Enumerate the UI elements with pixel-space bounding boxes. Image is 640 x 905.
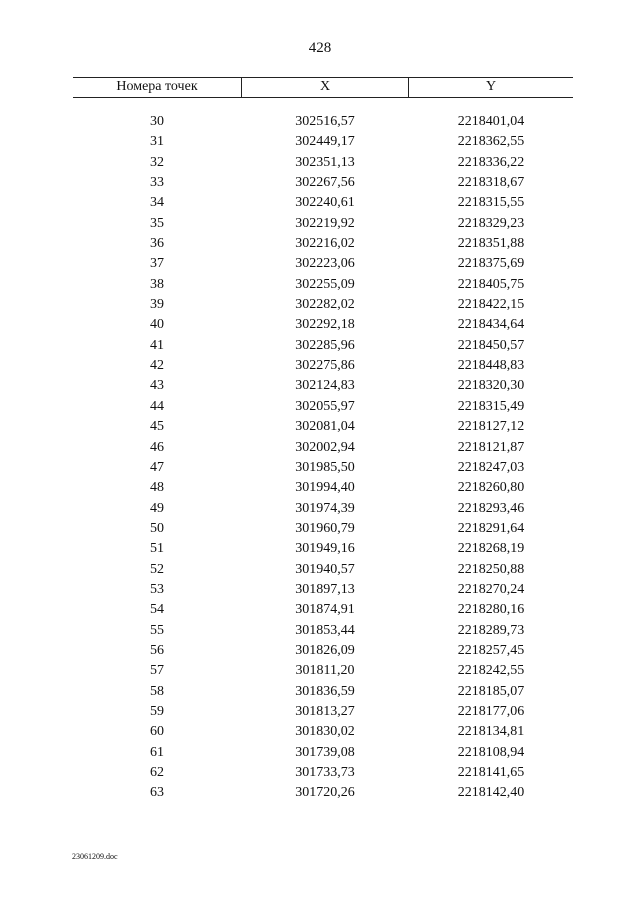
- x-coordinate-cell: 302351,13: [295, 154, 355, 170]
- table-row: [73, 661, 573, 681]
- table-row: [73, 132, 573, 152]
- table-row: [73, 112, 573, 132]
- table-row: [73, 458, 573, 478]
- point-number-cell: 43: [150, 378, 164, 394]
- point-number-cell: 31: [150, 134, 164, 150]
- x-coordinate-cell: 301811,20: [295, 663, 355, 679]
- y-coordinate-cell: 2218315,55: [457, 195, 525, 211]
- table-row: [73, 173, 573, 193]
- point-number-cell: 37: [150, 256, 164, 272]
- point-number-cell: 63: [150, 785, 164, 801]
- table-row: [73, 417, 573, 437]
- y-coordinate-cell: 2218242,55: [457, 663, 525, 679]
- table-row: [73, 397, 573, 417]
- y-coordinate-cell: 2218362,55: [457, 134, 525, 150]
- point-number-cell: 39: [150, 297, 164, 313]
- y-coordinate-cell: 2218141,65: [457, 765, 525, 780]
- y-coordinate-cell: 2218108,94: [457, 744, 525, 760]
- table-row: [73, 560, 573, 580]
- table-row: [73, 193, 573, 213]
- y-coordinate-cell: 2218329,23: [457, 215, 525, 231]
- x-coordinate-cell: 301720,26: [295, 785, 355, 801]
- y-coordinate-cell: 2218134,81: [457, 724, 525, 740]
- y-coordinate-cell: 2218422,15: [457, 297, 525, 313]
- x-coordinate-cell: 302516,57: [295, 114, 355, 129]
- table-row: [73, 763, 573, 783]
- table-row: [73, 254, 573, 274]
- x-coordinate-cell: 302292,18: [295, 317, 355, 333]
- point-number-cell: 30: [150, 114, 164, 129]
- x-coordinate-cell: 301960,79: [295, 520, 355, 536]
- point-number-cell: 60: [150, 724, 164, 740]
- y-coordinate-cell: 2218401,04: [457, 114, 525, 129]
- point-number-cell: 44: [150, 398, 164, 414]
- x-coordinate-cell: 302223,06: [295, 256, 355, 272]
- point-number-cell: 54: [150, 602, 164, 618]
- point-number-cell: 51: [150, 541, 164, 557]
- x-coordinate-cell: 302240,61: [295, 195, 355, 211]
- table-row: [73, 315, 573, 335]
- x-coordinate-cell: 302124,83: [295, 378, 355, 394]
- y-coordinate-cell: 2218185,07: [457, 683, 525, 699]
- y-coordinate-cell: 2218250,88: [457, 561, 525, 577]
- x-coordinate-cell: 302449,17: [295, 134, 355, 150]
- x-coordinate-cell: 301974,39: [295, 500, 355, 516]
- y-coordinate-cell: 2218351,88: [457, 236, 525, 252]
- x-coordinate-cell: 301994,40: [295, 480, 355, 496]
- point-number-cell: 41: [150, 337, 164, 353]
- table-row: [73, 438, 573, 458]
- point-number-cell: 53: [150, 581, 164, 597]
- point-number-cell: 49: [150, 500, 164, 516]
- x-coordinate-cell: 301853,44: [295, 622, 355, 638]
- y-coordinate-cell: 2218434,64: [457, 317, 525, 333]
- y-coordinate-cell: 2218405,75: [457, 276, 525, 292]
- point-number-cell: 58: [150, 683, 164, 699]
- table-row: [73, 214, 573, 234]
- table-row: [73, 600, 573, 620]
- table-row: [73, 580, 573, 600]
- y-coordinate-cell: 2218375,69: [457, 256, 525, 272]
- x-coordinate-cell: 302267,56: [295, 175, 355, 191]
- x-coordinate-cell: 302282,02: [295, 297, 355, 313]
- table-row: [73, 376, 573, 396]
- x-coordinate-cell: 301940,57: [295, 561, 355, 577]
- table-row: [73, 783, 573, 803]
- point-number-cell: 33: [150, 175, 164, 191]
- table-row: [73, 153, 573, 173]
- x-coordinate-cell: 302055,97: [295, 398, 355, 414]
- point-number-cell: 45: [150, 419, 164, 435]
- table-header: [73, 77, 573, 98]
- x-coordinate-cell: 301949,16: [295, 541, 355, 557]
- x-coordinate-cell: 301897,13: [295, 581, 355, 597]
- column-header-point-number: Номера точек: [116, 79, 198, 94]
- table-row: [73, 621, 573, 641]
- y-coordinate-cell: 2218289,73: [457, 622, 525, 638]
- y-coordinate-cell: 2218270,24: [457, 581, 525, 597]
- point-number-cell: 61: [150, 744, 164, 760]
- table-row: [73, 722, 573, 742]
- x-coordinate-cell: 302002,94: [295, 439, 355, 455]
- y-coordinate-cell: 2218177,06: [457, 703, 525, 719]
- x-coordinate-cell: 301733,73: [295, 765, 355, 780]
- y-coordinate-cell: 2218318,67: [457, 175, 525, 191]
- y-coordinate-cell: 2218247,03: [457, 459, 525, 475]
- point-number-cell: 32: [150, 154, 164, 170]
- y-coordinate-cell: 2218315,49: [457, 398, 525, 414]
- table-row: [73, 478, 573, 498]
- y-coordinate-cell: 2218320,30: [457, 378, 525, 394]
- point-number-cell: 36: [150, 236, 164, 252]
- x-coordinate-cell: 301985,50: [295, 459, 355, 475]
- point-number-cell: 50: [150, 520, 164, 536]
- table-row: [73, 499, 573, 519]
- point-number-cell: 40: [150, 317, 164, 333]
- point-number-cell: 62: [150, 765, 164, 780]
- table-row: [73, 519, 573, 539]
- table-row: [73, 295, 573, 315]
- y-coordinate-cell: 2218260,80: [457, 480, 525, 496]
- point-number-cell: 48: [150, 480, 164, 496]
- y-coordinate-cell: 2218268,19: [457, 541, 525, 557]
- x-coordinate-cell: 302216,02: [295, 236, 355, 252]
- y-coordinate-cell: 2218121,87: [457, 439, 525, 455]
- y-coordinate-cell: 2218291,64: [457, 520, 525, 536]
- y-coordinate-cell: 2218448,83: [457, 358, 525, 374]
- y-coordinate-cell: 2218336,22: [457, 154, 525, 170]
- table-row: [73, 539, 573, 559]
- point-number-cell: 52: [150, 561, 164, 577]
- point-number-cell: 56: [150, 642, 164, 658]
- point-number-cell: 47: [150, 459, 164, 475]
- table-row: [73, 641, 573, 661]
- x-coordinate-cell: 302285,96: [295, 337, 355, 353]
- x-coordinate-cell: 302081,04: [295, 419, 355, 435]
- point-number-cell: 46: [150, 439, 164, 455]
- table-row: [73, 356, 573, 376]
- y-coordinate-cell: 2218293,46: [457, 500, 525, 516]
- x-coordinate-cell: 301874,91: [295, 602, 355, 618]
- table-row: [73, 275, 573, 295]
- x-coordinate-cell: 301826,09: [295, 642, 355, 658]
- y-coordinate-cell: 2218280,16: [457, 602, 525, 618]
- x-coordinate-cell: 301739,08: [295, 744, 355, 760]
- table-row: [73, 682, 573, 702]
- column-header-y: Y: [485, 79, 497, 94]
- x-coordinate-cell: 302219,92: [295, 215, 355, 231]
- y-coordinate-cell: 2218127,12: [457, 419, 525, 435]
- table-row: [73, 336, 573, 356]
- table-row: [73, 702, 573, 722]
- point-number-cell: 38: [150, 276, 164, 292]
- point-number-cell: 42: [150, 358, 164, 374]
- column-header-x: X: [241, 78, 409, 97]
- x-coordinate-cell: 301836,59: [295, 683, 355, 699]
- y-coordinate-cell: 2218450,57: [457, 337, 525, 353]
- point-number-cell: 55: [150, 622, 164, 638]
- table-row: [73, 743, 573, 763]
- point-number-cell: 35: [150, 215, 164, 231]
- page-number: 428: [308, 40, 332, 56]
- x-coordinate-cell: 302275,86: [295, 358, 355, 374]
- point-number-cell: 59: [150, 703, 164, 719]
- x-coordinate-cell: 301830,02: [295, 724, 355, 740]
- point-number-cell: 34: [150, 195, 164, 211]
- y-coordinate-cell: 2218142,40: [457, 785, 525, 801]
- table-body: [73, 112, 573, 804]
- x-coordinate-cell: 301813,27: [295, 703, 355, 719]
- point-number-cell: 57: [150, 663, 164, 679]
- x-coordinate-cell: 302255,09: [295, 276, 355, 292]
- y-coordinate-cell: 2218257,45: [457, 642, 525, 658]
- footer-filename: 23061209.doc: [72, 852, 118, 861]
- table-row: [73, 234, 573, 254]
